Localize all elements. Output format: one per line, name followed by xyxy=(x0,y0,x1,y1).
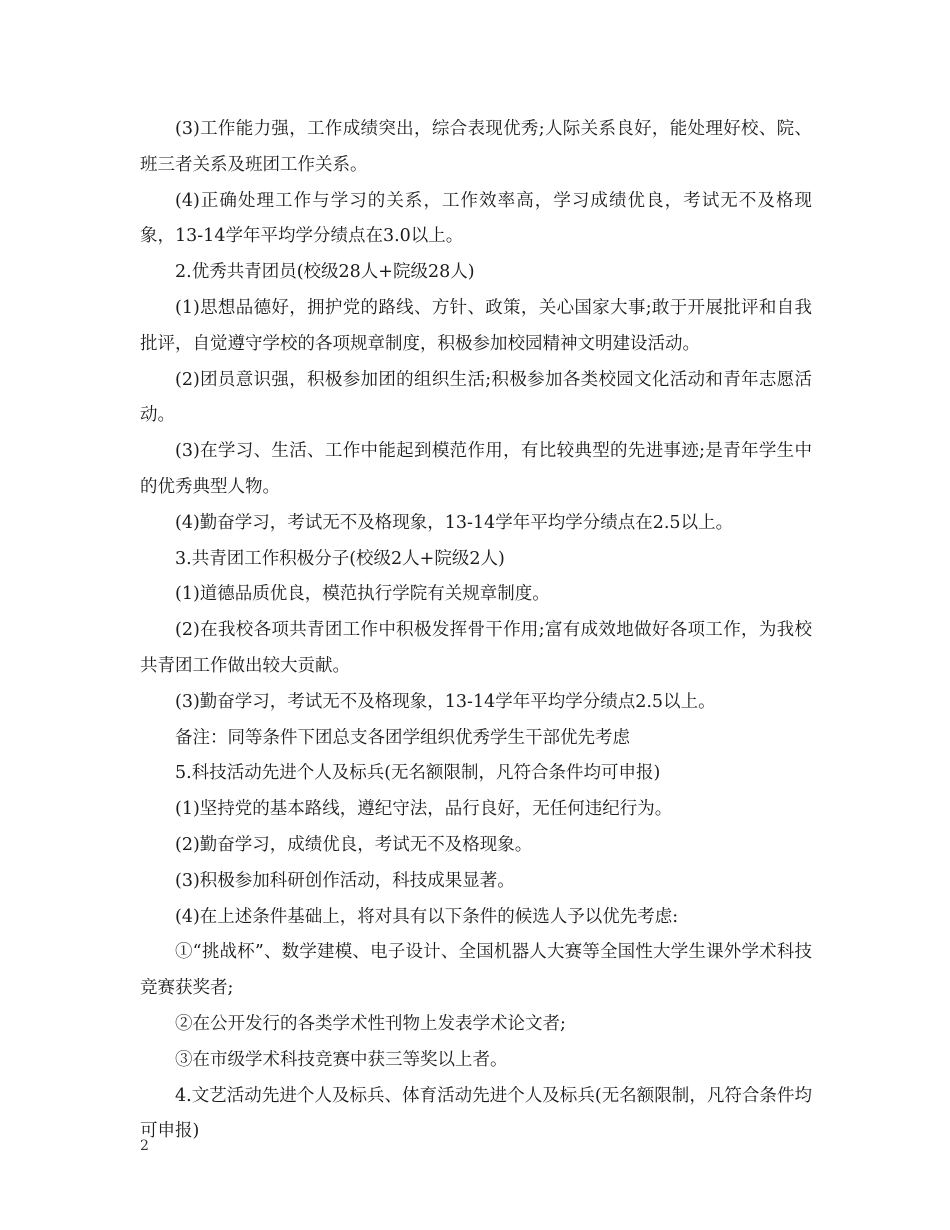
paragraph: (4)在上述条件基础上，将对具有以下条件的候选人予以优先考虑: xyxy=(175,906,679,927)
paragraph: (3)在学习、生活、工作中能起到模范作用，有比较典型的先进事迹;是青年学生中的优秀典型人物。 xyxy=(140,441,812,497)
list-item: ③在市级学术科技竞赛中获三等奖以上者。 xyxy=(175,1049,508,1070)
section-heading: 5.科技活动先进个人及标兵(无名额限制，凡符合条件均可申报) xyxy=(175,763,661,784)
section-heading: 2.优秀共青团员(校级28人+院级28人) xyxy=(175,262,475,283)
paragraph: (2)在我校各项共青团工作中积极发挥骨干作用;富有成效地做好各项工作，为我校共青团工作做出较大贡献。 xyxy=(140,620,812,676)
list-item: ②在公开发行的各类学术性刊物上发表学术论文者; xyxy=(175,1013,566,1034)
paragraph: (1)坚持党的基本路线，遵纪守法，品行良好，无任何违纪行为。 xyxy=(175,799,673,820)
paragraph: (3)工作能力强，工作成绩突出，综合表现优秀;人际关系良好，能处理好校、院、班三者关系及班团工作关系。 xyxy=(140,119,812,175)
section-heading: 3.共青团工作积极分子(校级2人+院级2人) xyxy=(175,548,505,569)
note-paragraph: 备注：同等条件下团总支各团学组织优秀学生干部优先考虑 xyxy=(175,727,630,748)
paragraph: (2)勤奋学习，成绩优良，考试无不及格现象。 xyxy=(175,834,533,855)
paragraph: (4)正确处理工作与学习的关系，工作效率高，学习成绩优良，考试无不及格现象，13-14学年平均学分绩点在3.0以上。 xyxy=(140,190,812,247)
paragraph: (2)团员意识强，积极参加团的组织生活;积极参加各类校园文化活动和青年志愿活动。 xyxy=(140,369,812,426)
list-item: ①“挑战杯”、数学建模、电子设计、全国机器人大赛等全国性大学生课外学术科技竞赛获奖者; xyxy=(140,942,812,999)
page-number: 2 xyxy=(140,1138,149,1154)
paragraph: (1)道德品质优良，模范执行学院有关规章制度。 xyxy=(175,584,550,605)
paragraph: (4)勤奋学习，考试无不及格现象，13-14学年平均学分绩点在2.5以上。 xyxy=(175,512,734,533)
document-body xyxy=(140,112,812,1150)
paragraph: (1)思想品德好，拥护党的路线、方针、政策，关心国家大事;敢于开展批评和自我批评，自觉遵守学校的各项规章制度，积极参加校园精神文明建设活动。 xyxy=(140,297,812,354)
paragraph: (3)勤奋学习，考试无不及格现象，13-14学年平均学分绩点2.5以上。 xyxy=(175,691,716,712)
section-heading: 4.文艺活动先进个人及标兵、体育活动先进个人及标兵(无名额限制，凡符合条件均可申报) xyxy=(140,1085,812,1142)
paragraph: (3)积极参加科研创作活动，科技成果显著。 xyxy=(175,870,515,891)
